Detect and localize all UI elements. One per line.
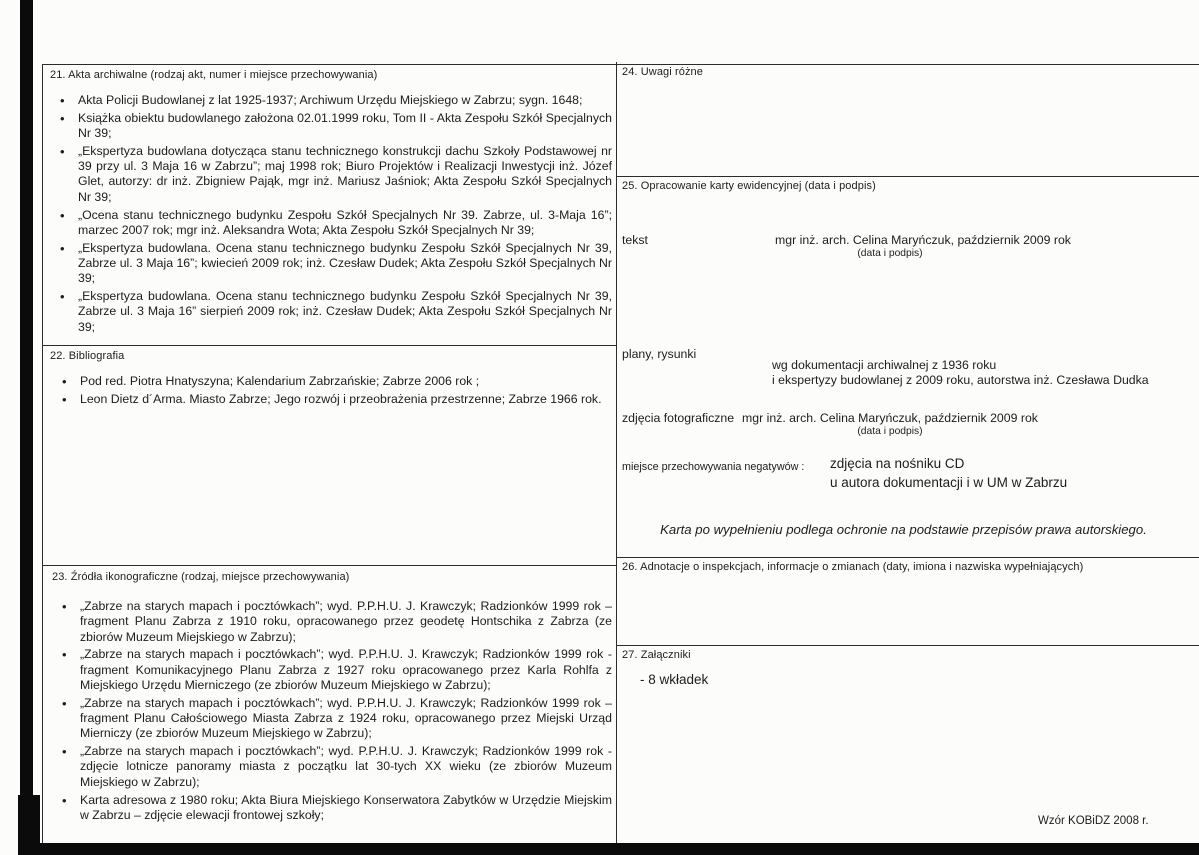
table-border-22-23 (42, 565, 616, 566)
iconography-item: • „Zabrze na starych mapach i pocztówkach”; wyd. P.P.H.U. J. Krawczyk; Radzionków 1999 rok - zdjęcie lotnicze panoramy miasta z początku lat 30-tych XX wieku (ze zbiorów Muzeum Miejskiego w Zabrzu); (60, 744, 612, 790)
archival-record-item: • „Ekspertyza budowlana dotycząca stanu technicznego konstrukcji dachu Szkoły Podstawowej nr 39 przy ul. 3 Maja 16 w Zabrzu”; maj 1998 rok; Biuro Projektów i Realizacji Inwestycji inż. Józef Glet, autorzy: dr inż. Zbigniew Pająk, mgr inż. Mariusz Jaśniok; Akta Zespołu Szkół Specjalnych Nr 39; (58, 144, 612, 205)
table-border-24-25 (616, 176, 1199, 177)
form-template-note: Wzór KOBiDZ 2008 r. (1038, 815, 1149, 827)
value-zdjecia-author: mgr inż. arch. Celina Maryńczuk, październik 2009 rok (742, 411, 1038, 425)
table-border-26-27 (616, 645, 1199, 646)
label-plany-rysunki: plany, rysunki (622, 347, 697, 361)
value-plany-line1: wg dokumentacji archiwalnej z 1936 roku (772, 358, 997, 372)
archival-record-item: • „Ocena stanu technicznego budynku Zespołu Szkół Specjalnych Nr 39. Zabrze, ul. 3-Maja 16”; marzec 2007 rok; mgr inż. Aleksandra Wota; Akta Zespołu Szkół Specjalnych Nr 39; (58, 208, 612, 239)
sub-zdjecia-data-podpis: (data i podpis) (857, 426, 923, 437)
table-border-middle (616, 62, 617, 843)
section-23-title: 23. Źródła ikonograficzne (rodzaj, miejsce przechowywania) (52, 571, 350, 583)
value-plany-line2: i ekspertyzy budowlanej z 2009 roku, autorstwa inż. Czesława Dudka (772, 373, 1149, 387)
label-negatywy: miejsce przechowywania negatywów : (622, 461, 805, 473)
iconography-item: • „Zabrze na starych mapach i pocztówkach”; wyd. P.P.H.U. J. Krawczyk; Radzionków 1999 rok – fragment Planu Zabrza z 1910 roku, opracowanego przez geodetę Hontschika z Zabrza (ze zbiorów Muzeum Miejskiego w Zabrzu); (60, 599, 612, 645)
attachments-value: - 8 wkładek (640, 672, 709, 687)
value-negatywy-line1: zdjęcia na nośniku CD (830, 456, 965, 471)
iconography-item: • „Zabrze na starych mapach i pocztówkach”; wyd. P.P.H.U. J. Krawczyk; Radzionków 1999 rok - fragment Komunikacyjnego Planu Zabrza z 1927 roku opracowanego przez Karla Rohlfa z Miejskiego Urzędu Mierniczego (ze zbiorów Muzeum Miejskiego w Zabrzu); (60, 647, 612, 693)
section-27-title: 27. Załączniki (622, 649, 691, 661)
value-negatywy-line2: u autora dokumentacji i w UM w Zabrzu (830, 475, 1068, 490)
copyright-note: Karta po wypełnieniu podlega ochronie na podstawie przepisów prawa autorskiego. (660, 522, 1147, 537)
section-24-title: 24. Uwagi różne (622, 66, 703, 78)
section-22-list (60, 374, 612, 410)
bibliography-item: • Leon Dietz d´Arma. Miasto Zabrze; Jego rozwój i przeobrażenia przestrzenne; Zabrze 1966 rok. (60, 392, 612, 407)
iconography-item: • „Zabrze na starych mapach i pocztówkach”; wyd. P.P.H.U. J. Krawczyk; Radzionków 1999 rok – fragment Planu Całościowego Miasta Zabrza z 1924 roku, opracowanego przez Miejski Urząd Mierniczy (ze zbiorów Muzeum Miejskiego w Zabrzu); (60, 696, 612, 742)
bibliography-item: • Pod red. Piotra Hnatyszyna; Kalendarium Zabrzańskie; Zabrze 2006 rok ; (60, 374, 612, 389)
section-22-title: 22. Bibliografia (50, 350, 125, 362)
scan-edge-bottom (20, 843, 1199, 855)
label-zdjecia-fotograficzne: zdjęcia fotograficzne (622, 411, 735, 425)
label-tekst: tekst (622, 233, 648, 247)
section-21-title: 21. Akta archiwalne (rodzaj akt, numer i miejsce przechowywania) (50, 69, 378, 81)
value-tekst-author: mgr inż. arch. Celina Maryńczuk, październik 2009 rok (775, 233, 1071, 247)
table-border-21-22 (42, 345, 616, 346)
archival-record-item: • Książka obiektu budowlanego założona 02.01.1999 roku, Tom II - Akta Zespołu Szkół Specjalnych Nr 39; (58, 111, 612, 142)
table-border-top (42, 64, 1199, 65)
table-border-25-26 (616, 557, 1199, 558)
section-26-title: 26. Adnotacje o inspekcjach, informacje o zmianach (daty, imiona i nazwiska wypełniających) (622, 561, 1084, 573)
section-25-title: 25. Opracowanie karty ewidencyjnej (data i podpis) (622, 180, 876, 192)
section-21-list (58, 93, 612, 337)
section-23-list (60, 599, 612, 826)
archival-record-item: • „Ekspertyza budowlana. Ocena stanu technicznego budynku Zespołu Szkół Specjalnych Nr 39, Zabrze ul. 3 Maja 16” sierpień 2009 rok; inż. Czesław Dudek; Akta Zespołu Szkół Specjalnych Nr 39; (58, 289, 612, 335)
iconography-item: • Karta adresowa z 1980 roku; Akta Biura Miejskiego Konserwatora Zabytków w Urzędzie Miejskim w Zabrzu – zdjęcie elewacji frontowej szkoły; (60, 793, 612, 824)
archival-record-item: • „Ekspertyza budowlana. Ocena stanu technicznego budynku Zespołu Szkół Specjalnych Nr 39, Zabrze ul. 3 Maja 16”; kwiecień 2009 rok; inż. Czesław Dudek; Akta Zespołu Szkół Specjalnych Nr 39; (58, 241, 612, 287)
sub-tekst-data-podpis: (data i podpis) (857, 248, 923, 259)
table-border-left (42, 64, 43, 843)
archival-record-item: • Akta Policji Budowlanej z lat 1925-1937; Archiwum Urzędu Miejskiego w Zabrzu; sygn. 1648; (58, 93, 612, 108)
scan-edge-left (20, 0, 33, 855)
